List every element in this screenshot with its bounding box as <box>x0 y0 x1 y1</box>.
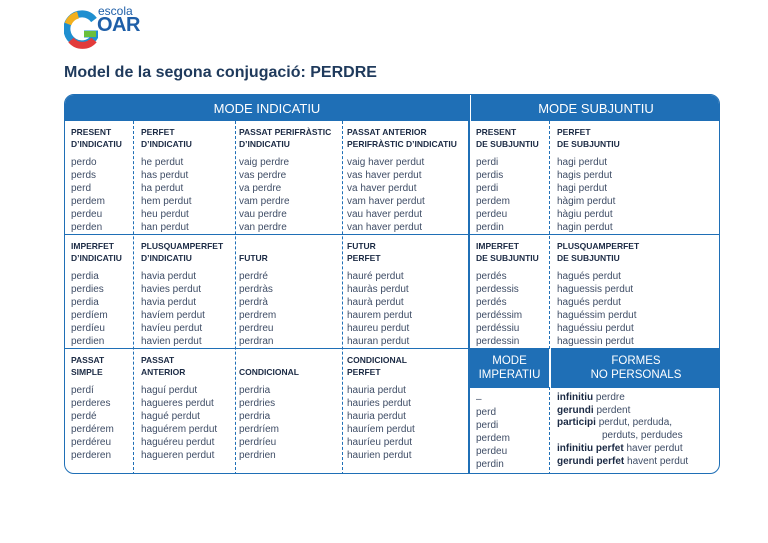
list-item: hauria perdut <box>347 410 406 422</box>
col-divider-5 <box>549 121 550 349</box>
cell-formes-no-personals <box>557 392 717 468</box>
cell-heading: FUTUR <box>239 253 268 263</box>
list-item: van perdre <box>239 221 287 233</box>
cell-heading: PERFET DE SUBJUNTIU <box>557 127 620 149</box>
cell-futur <box>239 240 341 348</box>
list-item: havia perdut <box>141 271 197 282</box>
list-item: perdies <box>71 283 104 295</box>
list-item: han perdut <box>141 221 189 233</box>
list-item: perdé <box>71 410 97 422</box>
list-item: perd <box>476 406 497 418</box>
cell-heading: PASSAT SIMPLE <box>71 355 105 377</box>
infinitiu-label: infinitiu <box>557 392 594 403</box>
list-item: havíem perdut <box>141 309 205 321</box>
list-item: perdérem <box>71 423 114 435</box>
list-item: perdin <box>476 458 504 470</box>
list-item: perdés <box>476 296 507 308</box>
list-item: perdessis <box>476 283 519 295</box>
list-item: perdíem <box>71 309 108 321</box>
col-divider-5b <box>549 387 550 474</box>
list-item: – <box>476 394 482 405</box>
list-item: perdria <box>239 385 271 396</box>
header-indicatiu: MODE INDICATIU <box>65 95 469 121</box>
list-item: perdéssiu <box>476 322 520 334</box>
list-item: haurem perdut <box>347 309 413 321</box>
list-item: hagis perdut <box>557 169 613 181</box>
logo <box>64 2 144 52</box>
list-item: perdem <box>71 195 105 207</box>
list-item: haureu perdut <box>347 322 410 334</box>
list-item: haurien perdut <box>347 449 412 461</box>
infinitiu-perfet-value: haver perdut <box>626 442 683 454</box>
col-divider-2 <box>235 121 236 474</box>
cell-present-indicatiu <box>71 126 133 234</box>
list-item: havies perdut <box>141 283 202 295</box>
list-item: has perdut <box>141 169 189 181</box>
col-divider-3 <box>342 121 343 474</box>
list-item: perdries <box>239 397 276 409</box>
list-item: vau haver perdut <box>347 208 423 220</box>
list-item: perdríeu <box>239 436 277 448</box>
list-item: perdia <box>71 296 99 308</box>
header-imperatiu: MODE IMPERATIU <box>470 348 549 388</box>
list-item: perd <box>71 182 92 194</box>
cell-heading: CONDICIONAL <box>239 367 299 377</box>
list-item: perdien <box>71 335 105 347</box>
list-item: vaig haver perdut <box>347 157 425 168</box>
cell-condicional-perfet <box>347 354 467 462</box>
list-item: hagué perdut <box>141 410 200 422</box>
list-item: haguéreu perdut <box>141 436 215 448</box>
gerundi-value: perdent <box>596 404 631 416</box>
cell-heading: PRESENT D’INDICATIU <box>71 127 122 149</box>
list-item: va haver perdut <box>347 182 417 194</box>
list-item: hauríeu perdut <box>347 436 413 448</box>
list-item: hauríem perdut <box>347 423 415 435</box>
list-item: perdran <box>239 335 274 347</box>
cell-perfet-indicatiu <box>141 126 235 234</box>
list-item: perdrem <box>239 309 277 321</box>
cell-passat-anterior <box>141 354 235 462</box>
list-item: perdem <box>476 195 510 207</box>
list-item: perdem <box>476 432 510 444</box>
cell-heading: CONDICIONAL PERFET <box>347 355 407 377</box>
list-item: perden <box>71 221 103 233</box>
gerundi-label: gerundi <box>557 404 594 416</box>
list-item: vam haver perdut <box>347 195 425 207</box>
list-item: perdéssim <box>476 309 523 321</box>
list-item: hauries perdut <box>347 397 411 409</box>
cell-heading: PRESENT DE SUBJUNTIU <box>476 127 539 149</box>
list-item: vau perdre <box>239 208 287 220</box>
participi-value-1: perdut, perduda, <box>598 417 673 429</box>
list-item: hàgiu perdut <box>557 208 613 220</box>
cell-plusquamperfet-subjuntiu <box>557 240 717 348</box>
list-item: vas perdre <box>239 169 287 181</box>
list-item: hagués perdut <box>557 296 621 308</box>
cell-heading: IMPERFET DE SUBJUNTIU <box>476 241 539 263</box>
infinitiu-value: perdre <box>595 392 625 403</box>
list-item: hagi perdut <box>557 157 608 168</box>
cell-heading: PERFET D’INDICATIU <box>141 127 192 149</box>
cell-plusquamperfet-indicatiu <box>141 240 235 348</box>
list-item: perdessin <box>476 335 520 347</box>
list-item: hauré perdut <box>347 271 404 282</box>
conjugation-table <box>64 94 720 474</box>
list-item: hauràs perdut <box>347 283 409 295</box>
list-item: van haver perdut <box>347 221 423 233</box>
list-item: perdré <box>239 271 268 282</box>
list-item: havia perdut <box>141 296 197 308</box>
list-item: perdíeu <box>71 322 105 334</box>
list-item: va perdre <box>239 182 282 194</box>
col-divider-1 <box>133 121 134 474</box>
list-item: haguéssim perdut <box>557 309 637 321</box>
list-item: perdeu <box>476 445 508 457</box>
list-item: perdo <box>71 157 97 168</box>
cell-passat-simple <box>71 354 133 462</box>
infinitiu-perfet-label: infinitiu perfet <box>557 442 624 454</box>
list-item: heu perdut <box>141 208 189 220</box>
list-item: perdeu <box>476 208 508 220</box>
cell-imperfet-subjuntiu <box>476 240 548 348</box>
list-item: perdeu <box>71 208 103 220</box>
cell-condicional <box>239 354 341 462</box>
list-item: perdríem <box>239 423 280 435</box>
list-item: hem perdut <box>141 195 192 207</box>
list-item: haguessin perdut <box>557 335 634 347</box>
logo-big-text: OAR <box>97 14 140 36</box>
page-title: Model de la segona conjugació: PERDRE <box>64 64 377 81</box>
list-item: ha perdut <box>141 182 184 194</box>
list-item: perdrà <box>239 296 268 308</box>
list-item: havien perdut <box>141 335 202 347</box>
list-item: perdia <box>71 271 99 282</box>
list-item: vam perdre <box>239 195 290 207</box>
list-item: vaig perdre <box>239 157 290 168</box>
participi-value-2: perduts, perdudes <box>602 430 683 442</box>
cell-heading: PASSAT ANTERIOR <box>141 355 186 377</box>
cell-heading: PLUSQUAMPERFET DE SUBJUNTIU <box>557 241 640 263</box>
list-item: hagués perdut <box>557 271 621 282</box>
cell-present-subjuntiu <box>476 126 548 234</box>
divider-modes <box>468 95 470 474</box>
list-item: perdis <box>476 169 504 181</box>
cell-futur-perfet <box>347 240 467 348</box>
list-item: vas haver perdut <box>347 169 422 181</box>
list-item: perdí <box>71 385 94 396</box>
cell-heading: FUTUR PERFET <box>347 241 381 263</box>
list-item: perdéreu <box>71 436 112 448</box>
list-item: perdi <box>476 419 499 431</box>
cell-heading: PASSAT PERIFRÀSTIC D’INDICATIU <box>239 127 332 149</box>
list-item: haguéssiu perdut <box>557 322 634 334</box>
list-item: hàgim perdut <box>557 195 616 207</box>
list-item: perderes <box>71 397 111 409</box>
cell-heading: IMPERFET D’INDICATIU <box>71 241 122 263</box>
header-formes-no-personals: FORMES NO PERSONALS <box>551 348 720 388</box>
list-item: perderen <box>71 449 112 461</box>
participi-label: participi <box>557 417 596 429</box>
list-item: haurà perdut <box>347 296 404 308</box>
list-item: hauran perdut <box>347 335 410 347</box>
logo-g-icon <box>64 10 98 50</box>
list-item: perdi <box>476 157 499 168</box>
list-item: perdreu <box>239 322 274 334</box>
list-item: hagueres perdut <box>141 397 214 409</box>
logo-small-text: escola <box>98 4 133 18</box>
cell-perfet-subjuntiu <box>557 126 717 234</box>
gerundi-perfet-label: gerundi perfet <box>557 455 625 467</box>
list-item: haguessis perdut <box>557 283 634 295</box>
list-item: he perdut <box>141 157 184 168</box>
list-item: hagueren perdut <box>141 449 215 461</box>
list-item: hauria perdut <box>347 385 406 396</box>
cell-heading: PLUSQUAMPERFET D’INDICATIU <box>141 241 224 263</box>
list-item: perdria <box>239 410 271 422</box>
header-subjuntiu: MODE SUBJUNTIU <box>471 95 720 121</box>
list-item: hagin perdut <box>557 221 613 233</box>
list-item: havíeu perdut <box>141 322 203 334</box>
list-item: perds <box>71 169 97 181</box>
gerundi-perfet-value: havent perdut <box>627 455 689 467</box>
list-item: hagi perdut <box>557 182 608 194</box>
list-item: perdrien <box>239 449 276 461</box>
cell-passat-perifrastic <box>239 126 341 234</box>
list-item: perdràs <box>239 283 273 295</box>
cell-passat-anterior-perifrastic <box>347 126 467 234</box>
list-item: perdi <box>476 182 499 194</box>
cell-imperatiu <box>476 394 548 471</box>
list-item: haguí perdut <box>141 385 198 396</box>
list-item: perdés <box>476 271 507 282</box>
list-item: perdin <box>476 221 504 233</box>
cell-heading: PASSAT ANTERIOR PERIFRÀSTIC D’INDICATIU <box>347 127 457 149</box>
list-item: haguérem perdut <box>141 423 218 435</box>
cell-imperfet-indicatiu <box>71 240 133 348</box>
